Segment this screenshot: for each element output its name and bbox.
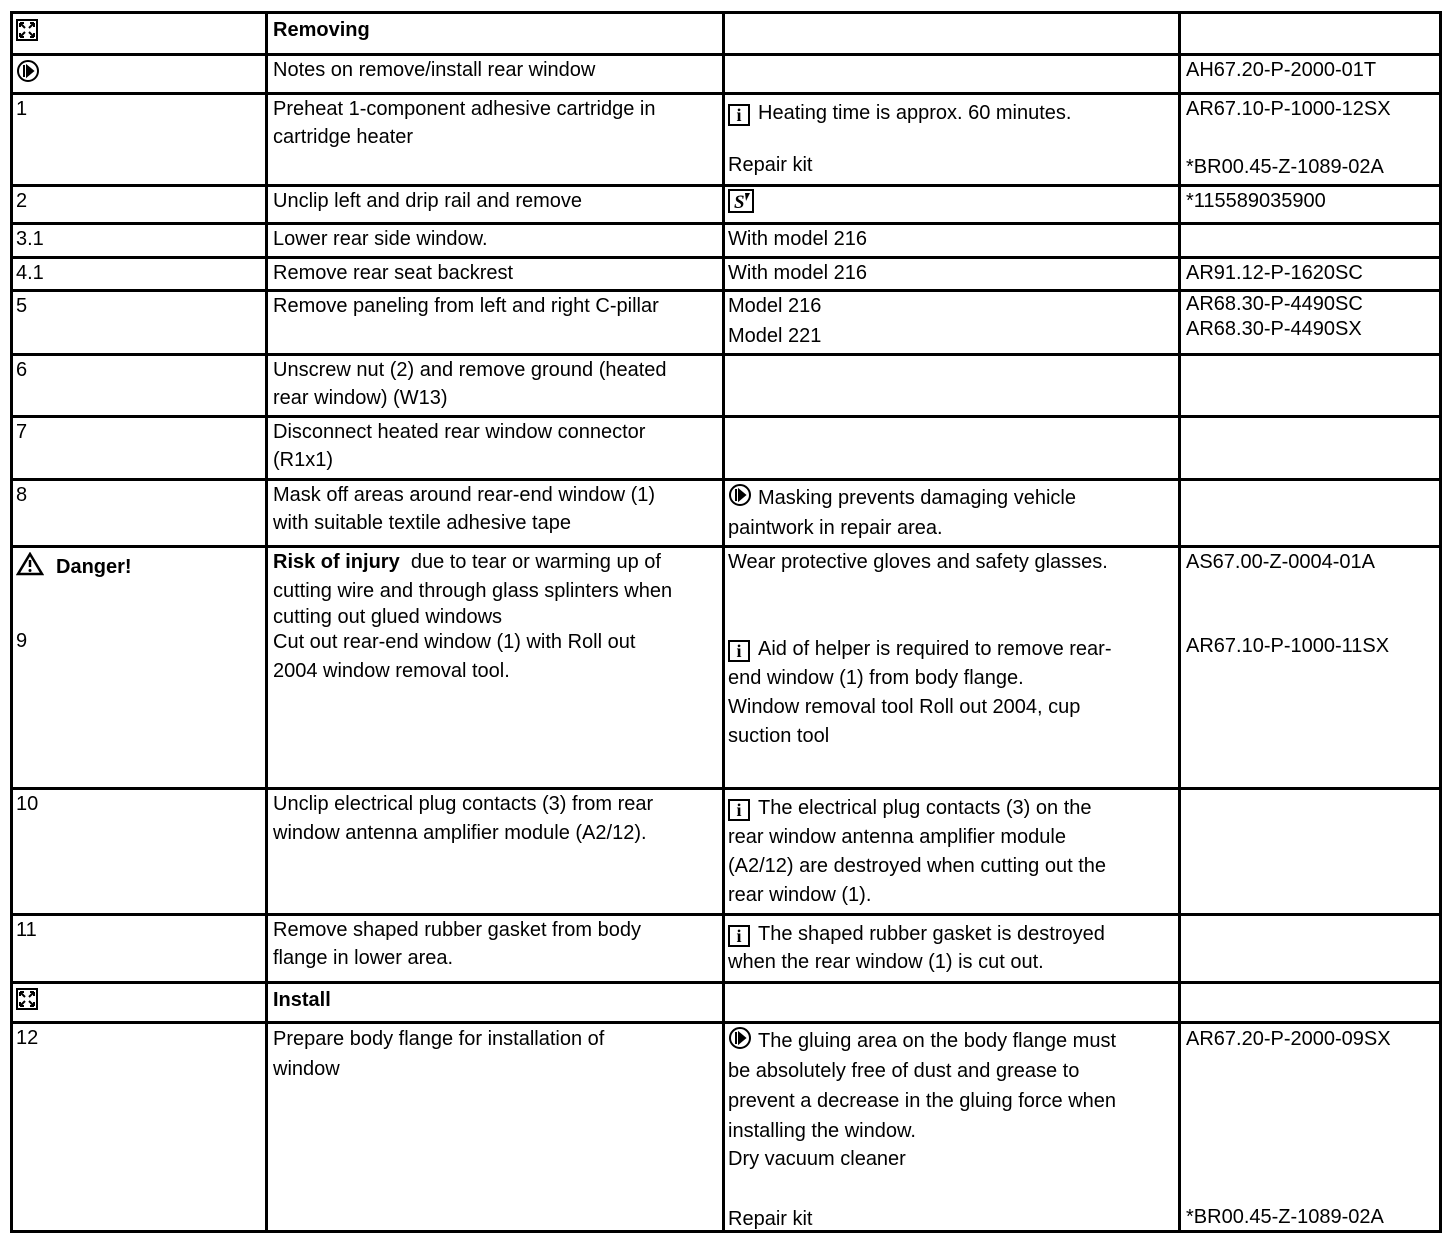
reference-link[interactable]: AR67.10-P-1000-12SX bbox=[1186, 98, 1391, 120]
table-row bbox=[10, 92, 1442, 184]
step-description: with suitable textile adhesive tape bbox=[273, 512, 571, 534]
step-description: Unclip left and drip rail and remove bbox=[268, 187, 725, 222]
danger-text: cutting out glued windows bbox=[273, 606, 503, 628]
step-description: Cut out rear-end window (1) with Roll out bbox=[273, 631, 636, 653]
step-description: Lower rear side window. bbox=[268, 225, 725, 256]
info-text: suction tool bbox=[728, 725, 830, 747]
step-description: (R1x1) bbox=[273, 449, 334, 471]
info-text: Window removal tool Roll out 2004, cup bbox=[728, 696, 1081, 718]
step-number: 2 bbox=[10, 187, 268, 222]
info-text: rear window antenna amplifier module bbox=[728, 826, 1066, 848]
info-text: rear window (1). bbox=[728, 884, 872, 906]
step-description: Notes on remove/install rear window bbox=[268, 56, 725, 92]
note-arrow-icon bbox=[16, 59, 40, 83]
table-row bbox=[10, 184, 1442, 222]
table-row bbox=[10, 53, 1442, 92]
reference-link[interactable]: *115589035900 bbox=[1181, 187, 1442, 222]
step-description: flange in lower area. bbox=[273, 947, 454, 969]
table-row bbox=[10, 787, 1442, 913]
step-number: 5 bbox=[10, 292, 268, 353]
table-row bbox=[10, 222, 1442, 256]
table-row bbox=[10, 11, 1442, 53]
step-number: 6 bbox=[10, 356, 268, 415]
info-text: (A2/12) are destroyed when cutting out the bbox=[728, 855, 1107, 877]
step-description: cartridge heater bbox=[273, 126, 414, 148]
info-text: when the rear window (1) is cut out. bbox=[728, 951, 1044, 973]
reference-link[interactable]: AR68.30-P-4490SX bbox=[1186, 318, 1362, 340]
tool-text: Dry vacuum cleaner bbox=[728, 1148, 906, 1170]
svg-text:S: S bbox=[734, 192, 745, 213]
special-tool-icon bbox=[728, 189, 754, 213]
step-description: Unclip electrical plug contacts (3) from rear bbox=[273, 793, 654, 815]
info-text: Heating time is approx. 60 minutes. bbox=[758, 102, 1072, 124]
info-icon: i bbox=[728, 104, 750, 126]
reference-link[interactable]: AS67.00-Z-0004-01A bbox=[1186, 551, 1376, 573]
danger-title: Risk of injury bbox=[273, 551, 400, 573]
step-number: 10 bbox=[10, 790, 268, 913]
step-description: Remove paneling from left and right C-pillar bbox=[268, 292, 725, 353]
model-note: Model 216 bbox=[728, 295, 822, 317]
step-description: Disconnect heated rear window connector bbox=[273, 421, 646, 443]
info-icon: i bbox=[728, 799, 750, 821]
step-description: Preheat 1-component adhesive cartridge in bbox=[273, 98, 656, 120]
step-description: Remove shaped rubber gasket from body bbox=[273, 919, 641, 941]
step-description: Unscrew nut (2) and remove ground (heated bbox=[273, 359, 667, 381]
step-description: rear window) (W13) bbox=[273, 387, 448, 409]
expand-arrows-icon bbox=[16, 19, 38, 41]
info-icon: i bbox=[728, 640, 750, 662]
note-text: prevent a decrease in the gluing force when bbox=[728, 1090, 1117, 1112]
step-description: 2004 window removal tool. bbox=[273, 660, 510, 682]
table-row bbox=[10, 415, 1442, 478]
danger-label: Danger! bbox=[56, 556, 132, 578]
repair-kit-text: Repair kit bbox=[728, 1208, 813, 1230]
warning-triangle-icon bbox=[16, 552, 44, 576]
reference-link[interactable]: AR68.30-P-4490SC bbox=[1186, 293, 1363, 315]
reference-link[interactable]: *BR00.45-Z-1089-02A bbox=[1186, 156, 1384, 178]
danger-text: cutting wire and through glass splinters when bbox=[273, 580, 673, 602]
step-description: window antenna amplifier module (A2/12). bbox=[273, 822, 647, 844]
reference-link[interactable]: AR91.12-P-1620SC bbox=[1181, 259, 1442, 289]
danger-text: due to tear or warming up of bbox=[410, 551, 661, 573]
section-title: Removing bbox=[268, 14, 725, 53]
info-text: end window (1) from body flange. bbox=[728, 667, 1024, 689]
model-note: Model 221 bbox=[728, 325, 822, 347]
step-number: 7 bbox=[10, 418, 268, 478]
table-row bbox=[10, 478, 1442, 545]
reference-link[interactable]: AR67.10-P-1000-11SX bbox=[1186, 635, 1390, 657]
reference-link[interactable]: AR67.20-P-2000-09SX bbox=[1186, 1028, 1391, 1050]
step-number: 8 bbox=[10, 481, 268, 545]
section-title: Install bbox=[268, 984, 725, 1021]
step-number: 1 bbox=[10, 95, 268, 184]
table-row bbox=[10, 256, 1442, 289]
repair-kit-text: Repair kit bbox=[728, 154, 813, 176]
step-number: 9 bbox=[16, 630, 28, 652]
note-text: installing the window. bbox=[728, 1120, 916, 1142]
note-text: be absolutely free of dust and grease to bbox=[728, 1060, 1080, 1082]
note-text: paintwork in repair area. bbox=[728, 517, 943, 539]
note-text: Masking prevents damaging vehicle bbox=[758, 487, 1076, 509]
step-description: window bbox=[273, 1058, 340, 1080]
note-text: The gluing area on the body flange must bbox=[758, 1030, 1117, 1052]
table-row bbox=[10, 289, 1442, 353]
expand-arrows-icon bbox=[16, 988, 38, 1010]
info-icon: i bbox=[728, 925, 750, 947]
model-note: With model 216 bbox=[725, 259, 1181, 289]
reference-link[interactable]: *BR00.45-Z-1089-02A bbox=[1186, 1206, 1384, 1228]
reference-link[interactable]: AH67.20-P-2000-01T bbox=[1181, 56, 1442, 92]
info-text: The electrical plug contacts (3) on the bbox=[758, 797, 1092, 819]
step-description: Prepare body flange for installation of bbox=[273, 1028, 605, 1050]
note-arrow-icon bbox=[728, 1026, 752, 1050]
danger-instruction: Wear protective gloves and safety glasses. bbox=[728, 551, 1108, 573]
model-note: With model 216 bbox=[725, 225, 1181, 256]
step-number: 11 bbox=[10, 916, 268, 981]
table-row bbox=[10, 913, 1442, 981]
info-text: Aid of helper is required to remove rear- bbox=[758, 638, 1112, 660]
table-row bbox=[10, 981, 1442, 1021]
step-number: 4.1 bbox=[10, 259, 268, 289]
table-row bbox=[10, 353, 1442, 415]
step-description: Mask off areas around rear-end window (1) bbox=[273, 484, 656, 506]
step-number: 3.1 bbox=[10, 225, 268, 256]
info-text: The shaped rubber gasket is destroyed bbox=[758, 923, 1105, 945]
note-arrow-icon bbox=[728, 483, 752, 507]
table-row bbox=[10, 545, 1442, 787]
table-row bbox=[10, 1021, 1442, 1233]
step-number: 12 bbox=[10, 1024, 268, 1230]
step-description: Remove rear seat backrest bbox=[268, 259, 725, 289]
